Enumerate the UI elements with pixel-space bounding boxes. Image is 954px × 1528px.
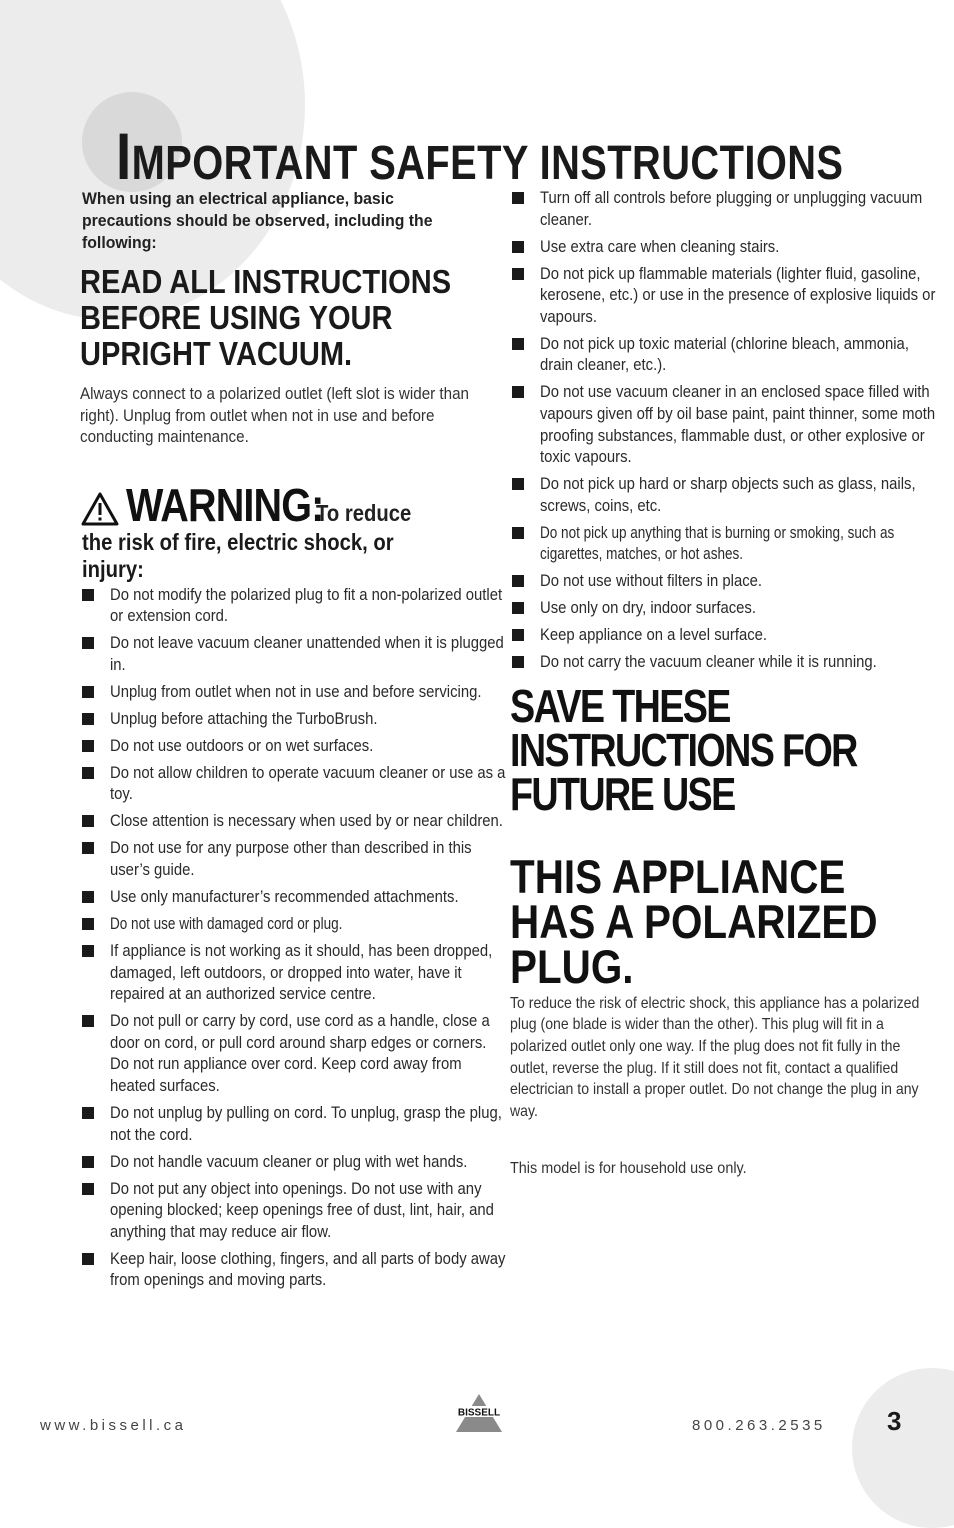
right-instruction-list <box>510 188 936 674</box>
bullet-square-icon <box>82 1015 94 1027</box>
left-instruction-item <box>80 941 493 1006</box>
left-instruction-item <box>80 914 482 936</box>
right-instruction-item-text: Do not carry the vacuum cleaner while it is running. <box>540 653 877 672</box>
warning-triangle-icon <box>80 491 120 527</box>
left-instruction-item <box>80 585 503 628</box>
left-instruction-item-text: Unplug before attaching the TurboBrush. <box>110 709 378 728</box>
left-instruction-item <box>80 1249 506 1292</box>
bullet-square-icon <box>512 268 524 280</box>
bissell-logo-icon <box>450 1392 508 1434</box>
bullet-square-icon <box>512 527 524 539</box>
left-instruction-item <box>80 682 482 704</box>
right-instruction-item <box>510 382 936 468</box>
title-initial: I <box>116 119 132 193</box>
left-instruction-item-text: Do not use for any purpose other than described in this user’s guide. <box>110 839 472 880</box>
right-instruction-item-text: Use only on dry, indoor surfaces. <box>540 599 756 618</box>
polarized-plug-heading: THIS APPLIANCE HAS A POLARIZED PLUG. <box>510 849 878 993</box>
warning-line <box>80 478 482 531</box>
footer-website: www.bissell.ca <box>40 1417 187 1434</box>
left-instruction-item-text: Do not unplug by pulling on cord. To unplug, grasp the plug, not the cord. <box>110 1103 502 1144</box>
page-title <box>116 118 843 194</box>
right-instruction-item-text: Do not use without filters in place. <box>540 572 763 591</box>
left-instruction-item <box>80 1179 494 1244</box>
left-instruction-item <box>80 887 482 909</box>
bullet-square-icon <box>82 842 94 854</box>
bullet-square-icon <box>82 1156 94 1168</box>
right-column <box>510 188 936 1178</box>
bullet-square-icon <box>82 1107 94 1119</box>
read-all-heading: READ ALL INSTRUCTIONS BEFORE USING YOUR UPRIGHT VACUUM. <box>80 263 452 372</box>
bullet-square-icon <box>82 767 94 779</box>
right-instruction-item <box>510 598 920 620</box>
warning-subtitle-first: To reduce <box>315 499 411 526</box>
bullet-square-icon <box>512 338 524 350</box>
left-instruction-item <box>80 763 506 806</box>
polarized-plug-text: To reduce the risk of electric shock, this appliance has a polarized plug (one blade is wider than the other). This plug will fit in a polarized outlet only one way. If the plug does not fit fully in the outlet, reverse the plug. If it still does not fit, contact a qualified electrician to install a proper outlet. Do not change the plug in any way. <box>510 994 920 1120</box>
left-instruction-item-text: Keep hair, loose clothing, fingers, and all parts of body away from openings and moving parts. <box>110 1249 506 1290</box>
polarized-outlet-text: Always connect to a polarized outlet (left slot is wider than right). Unplug from outlet when not in use and before conducting maintenance. <box>80 385 469 447</box>
bullet-square-icon <box>512 629 524 641</box>
right-instruction-item <box>510 652 920 674</box>
right-instruction-item-text: Do not pick up flammable materials (lighter fluid, gasoline, kerosene, etc.) or use in the presence of explosive liquids or vapours. <box>540 264 936 326</box>
left-instruction-item-text: Do not handle vacuum cleaner or plug with wet hands. <box>110 1152 468 1171</box>
bullet-square-icon <box>512 575 524 587</box>
right-instruction-item-text: Turn off all controls before plugging or unplugging vacuum cleaner. <box>540 189 923 229</box>
left-instruction-item-text: Do not put any object into openings. Do not use with any opening blocked; keep openings free of dust, lint, hair, and anything that may reduce air flow. <box>110 1179 494 1241</box>
left-instruction-item-text: Close attention is necessary when used by or near children. <box>110 812 503 831</box>
intro-text: When using an electrical appliance, basic precautions should be observed, including the following: <box>82 189 433 252</box>
right-instruction-item-text: Do not pick up toxic material (chlorine bleach, ammonia, drain cleaner, etc.). <box>540 334 909 375</box>
left-instruction-item-text: Unplug from outlet when not in use and before servicing. <box>110 682 482 701</box>
left-instruction-item <box>80 811 503 833</box>
left-instruction-item-text: Use only manufacturer’s recommended attachments. <box>110 888 459 907</box>
left-instruction-item-text: Do not use outdoors or on wet surfaces. <box>110 736 374 755</box>
page-number-circle <box>852 1368 954 1528</box>
bullet-square-icon <box>512 602 524 614</box>
bullet-square-icon <box>512 478 524 490</box>
right-instruction-item-text: Do not pick up hard or sharp objects such as glass, nails, screws, coins, etc. <box>540 475 916 515</box>
left-column <box>80 188 506 1297</box>
left-instruction-list <box>80 585 506 1292</box>
left-instruction-item-text: If appliance is not working as it should, has been dropped, damaged, left outdoors, or dropped into water, have it repaired at an authorized service centre. <box>110 942 493 1004</box>
left-instruction-item <box>80 633 504 676</box>
footer-phone: 800.263.2535 <box>692 1417 826 1434</box>
bullet-square-icon <box>82 891 94 903</box>
left-instruction-item <box>80 838 482 881</box>
bullet-square-icon <box>82 589 94 601</box>
bullet-square-icon <box>82 918 94 930</box>
right-instruction-item <box>510 625 920 647</box>
household-use-text: This model is for household use only. <box>510 1160 747 1178</box>
title-rest: MPORTANT SAFETY INSTRUCTIONS <box>131 137 844 190</box>
right-instruction-item <box>510 523 920 566</box>
bullet-square-icon <box>512 192 524 204</box>
bullet-square-icon <box>82 815 94 827</box>
right-instruction-item-text: Do not use vacuum cleaner in an enclosed space filled with vapours given off by oil base paint, paint thinner, some moth proofing substances, flammable dust, or other explosive or toxic vapours. <box>540 383 936 467</box>
warning-subtitle: the risk of fire, electric shock, or injury: <box>82 528 394 582</box>
left-instruction-item-text: Do not modify the polarized plug to fit a non-polarized outlet or extension cord. <box>110 585 503 626</box>
save-instructions-heading: SAVE THESE INSTRUCTIONS FOR FUTURE USE <box>510 679 857 820</box>
right-instruction-item <box>510 237 920 259</box>
bullet-square-icon <box>82 713 94 725</box>
right-instruction-item <box>510 474 920 517</box>
bullet-square-icon <box>512 656 524 668</box>
left-instruction-item-text: Do not use with damaged cord or plug. <box>110 915 343 934</box>
warning-block <box>80 478 482 583</box>
left-instruction-item-text: Do not leave vacuum cleaner unattended when it is plugged in. <box>110 634 504 674</box>
left-instruction-item <box>80 1103 502 1146</box>
right-instruction-item-text: Keep appliance on a level surface. <box>540 626 768 645</box>
bullet-square-icon <box>82 686 94 698</box>
left-instruction-item-text: Do not allow children to operate vacuum cleaner or use as a toy. <box>110 763 506 804</box>
right-instruction-item-text: Use extra care when cleaning stairs. <box>540 237 780 256</box>
left-instruction-item <box>80 709 482 731</box>
right-instruction-item <box>510 264 936 329</box>
right-instruction-item <box>510 188 923 231</box>
right-instruction-item <box>510 334 920 377</box>
bullet-square-icon <box>82 1253 94 1265</box>
left-instruction-item-text: Do not pull or carry by cord, use cord as a handle, close a door on cord, or pull cord around sharp edges or corners. Do not run appliance over cord. Keep cord away from heated surfaces. <box>110 1012 490 1095</box>
right-instruction-item-text: Do not pick up anything that is burning or smoking, such as cigarettes, matches, or hot ashes. <box>540 523 895 564</box>
bullet-square-icon <box>512 241 524 253</box>
bullet-square-icon <box>512 386 524 398</box>
bullet-square-icon <box>82 1183 94 1195</box>
bullet-square-icon <box>82 945 94 957</box>
logo-text: BISSELL <box>457 1407 501 1419</box>
bullet-square-icon <box>82 637 94 649</box>
right-instruction-item <box>510 571 920 593</box>
left-instruction-item <box>80 1152 482 1174</box>
warning-word: WARNING: <box>126 478 324 531</box>
left-instruction-item <box>80 1011 490 1097</box>
left-instruction-item <box>80 736 482 758</box>
page-number: 3 <box>887 1406 902 1436</box>
bullet-square-icon <box>82 740 94 752</box>
